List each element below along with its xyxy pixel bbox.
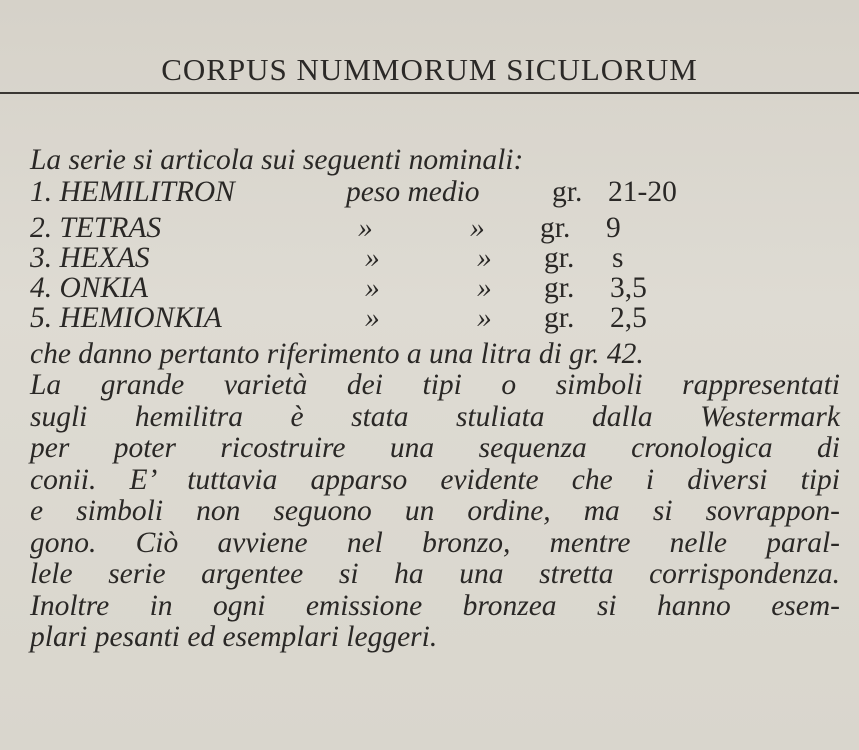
- weight-unit: gr.: [544, 241, 575, 274]
- paragraph-line: La grande varietà dei tipi o simboli rappresentati: [30, 369, 840, 401]
- ditto-mark: »: [477, 301, 492, 334]
- ditto-mark: »: [365, 241, 380, 274]
- weight-unit: gr.: [540, 211, 571, 244]
- ditto-mark: »: [365, 301, 380, 334]
- ditto-mark: »: [477, 241, 492, 274]
- denomination-name: 2. TETRAS: [30, 211, 162, 244]
- ditto-mark: »: [365, 271, 380, 304]
- weight-value: 21-20: [608, 175, 677, 208]
- paragraph-line: conii. E’ tuttavia apparso evidente che i diversi tipi: [30, 463, 840, 496]
- intro-line: La serie si articola sui seguenti nominali:: [30, 144, 524, 176]
- list-item: [30, 213, 845, 243]
- paragraph-line: Inoltre in ogni emissione bronzea si hanno esem-: [30, 589, 840, 622]
- running-head: CORPUS NUMMORUM SICULORUM: [161, 52, 698, 87]
- weight-value: 9: [606, 211, 621, 244]
- weight-value: 2,5: [610, 301, 647, 334]
- paragraph-line: per poter ricostruire una sequenza cronologica di: [30, 432, 840, 464]
- paragraph-line: lele serie argentee si ha una stretta corrispondenza.: [30, 558, 840, 590]
- weight-unit: gr.: [544, 271, 575, 304]
- weight-label: peso medio: [346, 175, 480, 208]
- paragraph-line: sugli hemilitra è stata stuliata dalla Westermark: [30, 400, 840, 433]
- list-item: [30, 303, 845, 333]
- paragraph-line: gono. Ciò avviene nel bronzo, mentre nelle paral-: [30, 526, 840, 559]
- denomination-name: 5. HEMIONKIA: [30, 301, 222, 334]
- weight-unit: gr.: [552, 175, 583, 208]
- list-item: [30, 177, 845, 207]
- weight-value: 3,5: [610, 271, 647, 304]
- list-item: [30, 273, 845, 303]
- body-text: [30, 145, 845, 654]
- paragraph-line: che danno pertanto riferimento a una litra di gr. 42.: [30, 337, 644, 370]
- denomination-name: 3. HEXAS: [30, 241, 150, 274]
- paragraph-line: plari pesanti ed esemplari leggeri.: [30, 621, 438, 653]
- header-rule: [0, 92, 859, 94]
- list-item: [30, 243, 845, 273]
- weight-unit: gr.: [544, 301, 575, 334]
- weight-value: s: [612, 241, 624, 274]
- ditto-mark: »: [358, 211, 373, 244]
- denomination-name: 1. HEMILITRON: [30, 175, 235, 208]
- paragraph-line: e simboli non seguono un ordine, ma si sovrappon-: [30, 495, 840, 527]
- ditto-mark: »: [470, 211, 485, 244]
- ditto-mark: »: [477, 271, 492, 304]
- denomination-name: 4. ONKIA: [30, 271, 148, 304]
